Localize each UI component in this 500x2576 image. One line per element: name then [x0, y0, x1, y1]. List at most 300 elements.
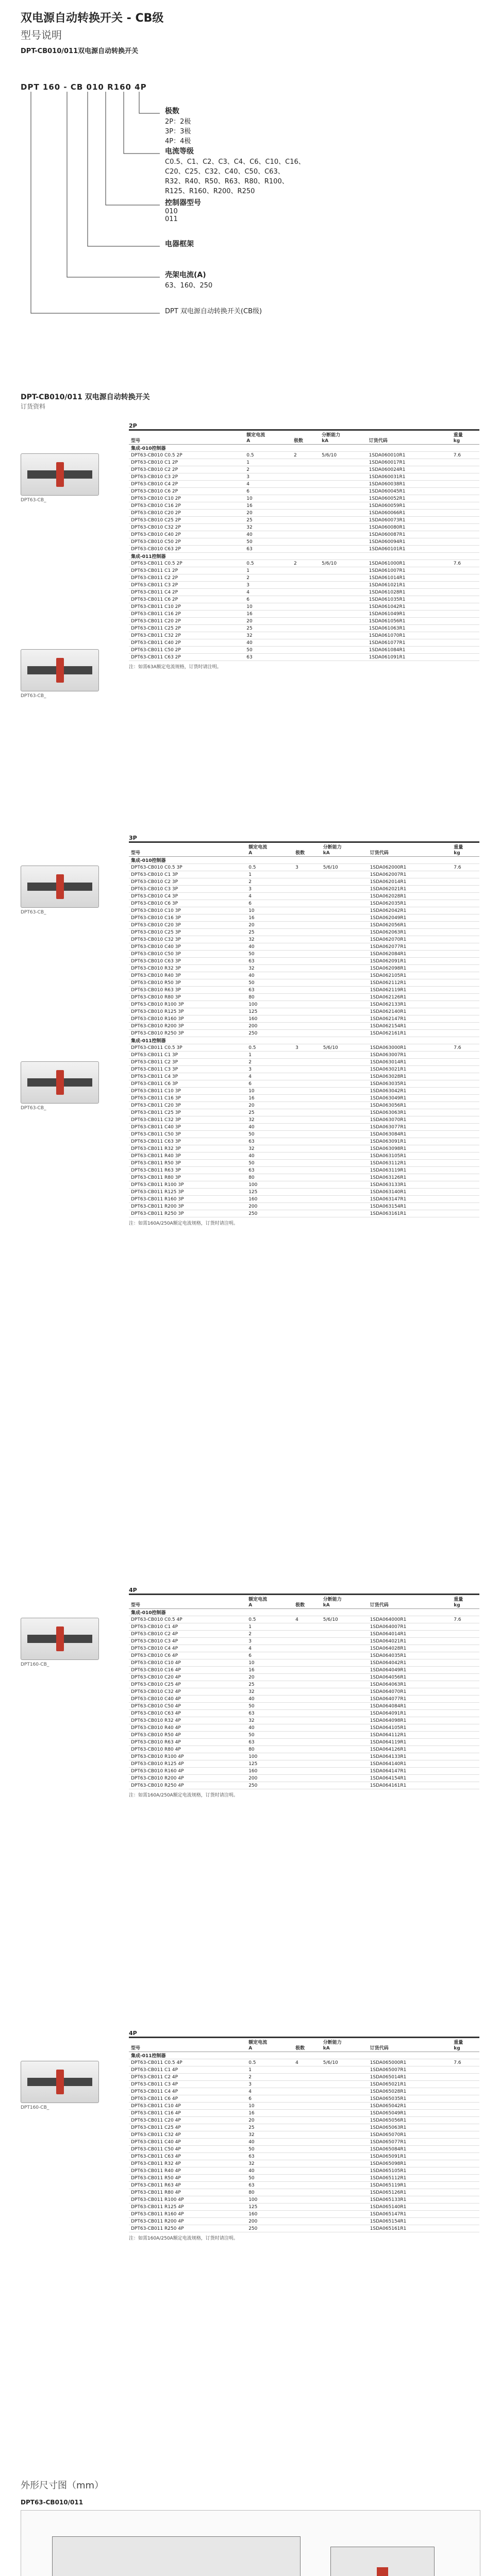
table-cell: [321, 1052, 368, 1059]
table-cell: 6: [246, 1080, 293, 1088]
table-cell: [292, 459, 320, 466]
table-cell: DPT63-CB011 C50 3P: [129, 1131, 246, 1138]
table-cell: 1SDA061070R1: [367, 632, 452, 639]
table-cell: [293, 1732, 321, 1739]
table-cell: [321, 1732, 368, 1739]
table-cell: [321, 1688, 368, 1696]
table-cell: DPT63-CB011 R63 4P: [129, 2182, 246, 2189]
table-cell: DPT63-CB011 C0.5 4P: [129, 2059, 246, 2066]
table-cell: 1SDA060052R1: [367, 495, 452, 502]
table-row: [129, 2153, 479, 2160]
table-cell: 25: [244, 517, 292, 524]
legend-values: C0.5、C1、C2、C3、C4、C6、C10、C16、 C20、C25、C32、C40、C50、C63、 R32、R40、R50、R63、R80、R100、 R125、R160、R200、R250: [165, 158, 305, 195]
table-cell: [293, 1638, 321, 1645]
table-row: [129, 972, 479, 979]
table-cell: [293, 1153, 321, 1160]
table-cell: [452, 466, 479, 473]
table-row: [129, 517, 479, 524]
table-row: [129, 2146, 479, 2153]
section-note: 注：如需160A/250A额定电流规格，订货时请注明。: [129, 1221, 238, 1226]
table-cell: DPT63-CB010 R200 3P: [129, 1023, 246, 1030]
table-cell: 1SDA062035R1: [368, 900, 452, 907]
table-cell: 6: [244, 488, 292, 495]
table-cell: 1SDA063035R1: [368, 1080, 452, 1088]
table-cell: [320, 589, 367, 596]
table-cell: [321, 1160, 368, 1167]
table-cell: 7.6: [452, 1616, 479, 1623]
table-cell: [452, 611, 479, 618]
column-header: 极数: [293, 1595, 321, 1609]
table-cell: DPT63-CB011 R100 3P: [129, 1181, 246, 1189]
table-row: [129, 2182, 479, 2189]
table-cell: [321, 1681, 368, 1688]
table-row: [129, 914, 479, 922]
table-cell: [321, 1696, 368, 1703]
product-caption: DPT63-CB_: [21, 693, 46, 699]
table-row: [129, 560, 479, 567]
table-cell: 25: [244, 625, 292, 632]
table-cell: DPT63-CB010 C4 4P: [129, 1645, 246, 1652]
legend-values: 2P：2极 3P：3极 4P：4极: [165, 118, 191, 145]
table-row: [129, 1124, 479, 1131]
table-cell: DPT63-CB010 C40 2P: [129, 531, 244, 538]
table-cell: DPT63-CB010 R250 4P: [129, 1782, 246, 1789]
table-cell: 1SDA065077R1: [368, 2139, 452, 2146]
table-cell: 63: [246, 1138, 293, 1145]
table-cell: DPT63-CB011 R63 3P: [129, 1167, 246, 1174]
table-cell: 1SDA064063R1: [368, 1681, 452, 1688]
table-cell: 1SDA061042R1: [367, 603, 452, 611]
table-cell: [293, 1696, 321, 1703]
table-cell: DPT63-CB010 R125 4P: [129, 1760, 246, 1768]
table-row: [129, 632, 479, 639]
table-cell: 1SDA064035R1: [368, 1652, 452, 1659]
table-cell: 40: [244, 639, 292, 647]
table-cell: [293, 2225, 321, 2232]
table-cell: [321, 2175, 368, 2182]
table-cell: [321, 1667, 368, 1674]
legend-item: [165, 146, 305, 195]
table-cell: DPT63-CB010 C10 3P: [129, 907, 246, 914]
table-cell: 50: [246, 2175, 293, 2182]
table-cell: DPT63-CB011 C63 3P: [129, 1138, 246, 1145]
product-image: [21, 649, 99, 691]
table-cell: [321, 1153, 368, 1160]
column-header: 订货代码: [368, 1595, 452, 1609]
table-cell: 1SDA062028R1: [368, 893, 452, 900]
table-cell: [293, 2139, 321, 2146]
table-cell: [321, 1203, 368, 1210]
product-caption: DPT63-CB_: [21, 910, 46, 915]
product-caption: DPT63-CB_: [21, 498, 46, 503]
table-cell: [293, 2204, 321, 2211]
table-cell: [321, 1775, 368, 1782]
table-row: [129, 1782, 479, 1789]
table-row: [129, 886, 479, 893]
table-cell: [293, 2117, 321, 2124]
legend-values: 63、160、250: [165, 282, 213, 290]
table-cell: DPT63-CB010 R100 3P: [129, 1001, 246, 1008]
table-cell: [292, 639, 320, 647]
table-cell: [452, 1652, 479, 1659]
table-row: [129, 2160, 479, 2167]
table-row: [129, 2196, 479, 2204]
table-row: [129, 546, 479, 553]
table-cell: [293, 2066, 321, 2074]
table-row: [129, 2175, 479, 2182]
table-cell: 4: [244, 589, 292, 596]
table-cell: 1SDA062140R1: [368, 1008, 452, 1015]
table-cell: [452, 2139, 479, 2146]
table-cell: 20: [246, 922, 293, 929]
table-cell: [452, 1174, 479, 1181]
table-cell: DPT63-CB011 C10 4P: [129, 2103, 246, 2110]
table-cell: [321, 1124, 368, 1131]
table-cell: DPT63-CB010 C50 4P: [129, 1703, 246, 1710]
table-cell: [452, 2117, 479, 2124]
table-cell: [321, 1023, 368, 1030]
product-image: [21, 1061, 99, 1104]
table-cell: [321, 907, 368, 914]
table-cell: 1SDA062000R1: [368, 864, 452, 871]
table-row: [129, 1095, 479, 1102]
table-cell: [452, 1724, 479, 1732]
table-cell: 1SDA060094R1: [367, 538, 452, 546]
table-row: [129, 2225, 479, 2232]
table-cell: DPT63-CB010 C20 4P: [129, 1674, 246, 1681]
table-cell: [321, 1001, 368, 1008]
table-cell: [321, 951, 368, 958]
table-cell: 80: [246, 1174, 293, 1181]
table-cell: [293, 1681, 321, 1688]
table-cell: 1SDA065154R1: [368, 2218, 452, 2225]
page-subtitle: 型号说明: [21, 29, 62, 41]
table-cell: [293, 1631, 321, 1638]
table-cell: 100: [246, 2196, 293, 2204]
table-cell: 200: [246, 2218, 293, 2225]
table-row: [129, 488, 479, 495]
table-cell: [452, 502, 479, 510]
table-cell: 40: [246, 1153, 293, 1160]
table-cell: 63: [246, 987, 293, 994]
table-row: [129, 1717, 479, 1724]
table-cell: [452, 1131, 479, 1138]
table-cell: DPT63-CB011 C40 4P: [129, 2139, 246, 2146]
table-cell: [452, 639, 479, 647]
table-cell: [452, 922, 479, 929]
table-cell: 1: [246, 1623, 293, 1631]
table-cell: 2: [246, 1059, 293, 1066]
table-cell: DPT63-CB010 C6 3P: [129, 900, 246, 907]
table-cell: DPT63-CB010 C16 4P: [129, 1667, 246, 1674]
table-cell: 40: [246, 972, 293, 979]
table-cell: DPT63-CB010 R160 3P: [129, 1015, 246, 1023]
table-cell: 250: [246, 1210, 293, 1217]
table-cell: DPT63-CB011 C6 2P: [129, 596, 244, 603]
table-cell: [452, 495, 479, 502]
table-cell: [293, 2218, 321, 2225]
legend-item: [165, 106, 191, 145]
table-cell: 1SDA063021R1: [368, 1066, 452, 1073]
table-cell: DPT63-CB011 C3 2P: [129, 582, 244, 589]
table-cell: DPT63-CB011 C16 3P: [129, 1095, 246, 1102]
table-cell: 5/6/10: [320, 560, 367, 567]
table-cell: 1SDA065056R1: [368, 2117, 452, 2124]
table-cell: 1SDA064084R1: [368, 1703, 452, 1710]
table-cell: [293, 922, 321, 929]
table-cell: [452, 531, 479, 538]
table-cell: [452, 979, 479, 987]
table-cell: [452, 488, 479, 495]
table-cell: [321, 871, 368, 878]
table-cell: [321, 994, 368, 1001]
table-cell: [452, 589, 479, 596]
table-cell: 6: [244, 596, 292, 603]
table-cell: 1SDA063147R1: [368, 1196, 452, 1203]
table-row: [129, 2066, 479, 2074]
table-row: [129, 1775, 479, 1782]
table-cell: [293, 2074, 321, 2081]
table-cell: [452, 603, 479, 611]
table-row: [129, 936, 479, 943]
table-cell: [320, 647, 367, 654]
table-cell: 3: [246, 1638, 293, 1645]
table-cell: 1SDA064126R1: [368, 1746, 452, 1753]
table-cell: [452, 1030, 479, 1037]
table-cell: DPT63-CB010 C10 4P: [129, 1659, 246, 1667]
table-cell: 32: [244, 632, 292, 639]
table-cell: DPT63-CB011 R200 3P: [129, 1203, 246, 1210]
table-cell: [321, 1181, 368, 1189]
table-cell: [452, 2146, 479, 2153]
table-cell: [293, 2095, 321, 2103]
table-cell: 50: [246, 979, 293, 987]
table-cell: 1: [244, 567, 292, 574]
table-cell: 4: [246, 1645, 293, 1652]
table-row: [129, 2088, 479, 2095]
table-cell: [292, 538, 320, 546]
table-cell: [293, 994, 321, 1001]
table-cell: [452, 1102, 479, 1109]
table-cell: 1SDA062154R1: [368, 1023, 452, 1030]
table-cell: 1SDA061035R1: [367, 596, 452, 603]
table-row: [129, 625, 479, 632]
table-cell: [452, 1210, 479, 1217]
table-cell: 1SDA065147R1: [368, 2211, 452, 2218]
table-cell: DPT63-CB011 R80 4P: [129, 2189, 246, 2196]
table-cell: 0.5: [246, 1044, 293, 1052]
table-cell: [452, 2124, 479, 2131]
table-row: [129, 893, 479, 900]
legend-label: 电流等级: [165, 147, 194, 156]
table-cell: 1SDA064119R1: [368, 1739, 452, 1746]
table-cell: [452, 1775, 479, 1782]
table-cell: [292, 618, 320, 625]
table-cell: [292, 632, 320, 639]
product-image: [21, 2061, 99, 2103]
table-row: [129, 473, 479, 481]
table-cell: [321, 1659, 368, 1667]
table-cell: [452, 473, 479, 481]
table-cell: 1SDA063063R1: [368, 1109, 452, 1116]
table-cell: [452, 2088, 479, 2095]
table-row: [129, 1638, 479, 1645]
table-cell: DPT63-CB011 C20 4P: [129, 2117, 246, 2124]
table-cell: 3: [293, 864, 321, 871]
table-cell: 10: [246, 1088, 293, 1095]
table-cell: [452, 1088, 479, 1095]
table-row: [129, 538, 479, 546]
table-cell: 50: [246, 951, 293, 958]
table-cell: DPT63-CB011 R125 4P: [129, 2204, 246, 2211]
table-cell: [452, 878, 479, 886]
table-row: [129, 1015, 479, 1023]
table-cell: [292, 466, 320, 473]
table-cell: [293, 2088, 321, 2095]
table-cell: 10: [246, 2103, 293, 2110]
table-cell: DPT63-CB011 C2 4P: [129, 2074, 246, 2081]
table-cell: [452, 654, 479, 661]
table-cell: DPT63-CB010 R125 3P: [129, 1008, 246, 1015]
table-cell: [293, 2081, 321, 2088]
table-row: [129, 2124, 479, 2131]
table-cell: [452, 1124, 479, 1131]
table-cell: DPT63-CB011 R50 4P: [129, 2175, 246, 2182]
table-row: [129, 1174, 479, 1181]
table-cell: [293, 1746, 321, 1753]
table-cell: 32: [246, 965, 293, 972]
table-cell: DPT63-CB011 R32 3P: [129, 1145, 246, 1153]
table-cell: 1: [246, 2066, 293, 2074]
table-cell: DPT63-CB010 R250 3P: [129, 1030, 246, 1037]
column-header: 重量 kg: [452, 431, 479, 445]
table-row: [129, 567, 479, 574]
table-cell: [452, 1196, 479, 1203]
table-cell: [320, 603, 367, 611]
table-row: [129, 907, 479, 914]
table-cell: [293, 2211, 321, 2218]
table-cell: 40: [246, 1724, 293, 1732]
table-cell: [452, 2153, 479, 2160]
product-caption: DPT160-CB_: [21, 1662, 49, 1667]
table-cell: DPT63-CB010 R160 4P: [129, 1768, 246, 1775]
table-cell: [320, 567, 367, 574]
table-cell: [452, 1696, 479, 1703]
table-cell: DPT63-CB010 R80 4P: [129, 1746, 246, 1753]
table-cell: [452, 1717, 479, 1724]
table-row: [129, 1131, 479, 1138]
table-cell: 125: [246, 1008, 293, 1015]
table-cell: DPT63-CB010 C32 3P: [129, 936, 246, 943]
table-cell: DPT63-CB010 C20 2P: [129, 510, 244, 517]
table-cell: 0.5: [246, 864, 293, 871]
table-cell: 7.6: [452, 560, 479, 567]
table-cell: DPT63-CB010 C0.5 4P: [129, 1616, 246, 1623]
table-cell: [452, 2189, 479, 2196]
table-cell: [320, 582, 367, 589]
table-row: [129, 1724, 479, 1732]
table-cell: 1SDA064042R1: [368, 1659, 452, 1667]
table-cell: [292, 603, 320, 611]
table-cell: [321, 2189, 368, 2196]
product-caption: DPT63-CB_: [21, 1106, 46, 1111]
table-cell: DPT63-CB011 C1 2P: [129, 567, 244, 574]
table-cell: [321, 1638, 368, 1645]
column-header: 分断能力 kA: [321, 843, 368, 857]
table-cell: 1SDA064105R1: [368, 1724, 452, 1732]
table-cell: 1SDA062161R1: [368, 1030, 452, 1037]
table-cell: [452, 1066, 479, 1073]
table-row: [129, 1616, 479, 1623]
table-cell: 1SDA063070R1: [368, 1116, 452, 1124]
table-row: [129, 2139, 479, 2146]
legend-label: 控制器型号: [165, 199, 201, 207]
table-cell: 1SDA063140R1: [368, 1189, 452, 1196]
table-cell: 125: [246, 2204, 293, 2211]
legend-label: 壳架电流(A): [165, 271, 206, 279]
table-cell: [452, 625, 479, 632]
table-cell: 32: [246, 1116, 293, 1124]
table-cell: [293, 1145, 321, 1153]
table-cell: [321, 900, 368, 907]
table-cell: 1SDA065105R1: [368, 2167, 452, 2175]
table-cell: DPT63-CB011 C32 4P: [129, 2131, 246, 2139]
column-header: 分断能力 kA: [320, 431, 367, 445]
table-cell: [452, 647, 479, 654]
table-cell: [320, 632, 367, 639]
table-row: [129, 1138, 479, 1145]
table-cell: [293, 929, 321, 936]
table-cell: 50: [246, 1703, 293, 1710]
table-cell: 1SDA065119R1: [368, 2182, 452, 2189]
table-cell: DPT63-CB010 C63 4P: [129, 1710, 246, 1717]
table-cell: 1SDA065000R1: [368, 2059, 452, 2066]
table-cell: DPT63-CB010 R200 4P: [129, 1775, 246, 1782]
table-row: [129, 647, 479, 654]
table-cell: [452, 2081, 479, 2088]
table-cell: 1SDA062119R1: [368, 987, 452, 994]
table-cell: [321, 1066, 368, 1073]
table-cell: [293, 893, 321, 900]
order-subtitle: 订货资料: [21, 403, 46, 410]
table-cell: [321, 1746, 368, 1753]
table-cell: [452, 871, 479, 878]
table-cell: 1SDA061063R1: [367, 625, 452, 632]
table-cell: DPT63-CB010 C3 2P: [129, 473, 244, 481]
table-cell: [293, 1710, 321, 1717]
table-row: [129, 603, 479, 611]
table-cell: 40: [246, 1124, 293, 1131]
table-cell: 10: [246, 1659, 293, 1667]
table-row: [129, 1160, 479, 1167]
table-row: [129, 2110, 479, 2117]
table-cell: 1SDA065007R1: [368, 2066, 452, 2074]
table-row: [129, 922, 479, 929]
pole-heading: 4P: [129, 1587, 137, 1594]
table-row: [129, 1109, 479, 1116]
table-cell: [321, 1073, 368, 1080]
table-cell: 1SDA065070R1: [368, 2131, 452, 2139]
order-table: [129, 431, 479, 661]
table-cell: [293, 1623, 321, 1631]
table-cell: [452, 914, 479, 922]
table-cell: 1SDA060045R1: [367, 488, 452, 495]
table-cell: 1SDA063091R1: [368, 1138, 452, 1145]
table-cell: [321, 1059, 368, 1066]
table-cell: 1SDA063161R1: [368, 1210, 452, 1217]
table-cell: 1SDA063049R1: [368, 1095, 452, 1102]
table-cell: [452, 2110, 479, 2117]
